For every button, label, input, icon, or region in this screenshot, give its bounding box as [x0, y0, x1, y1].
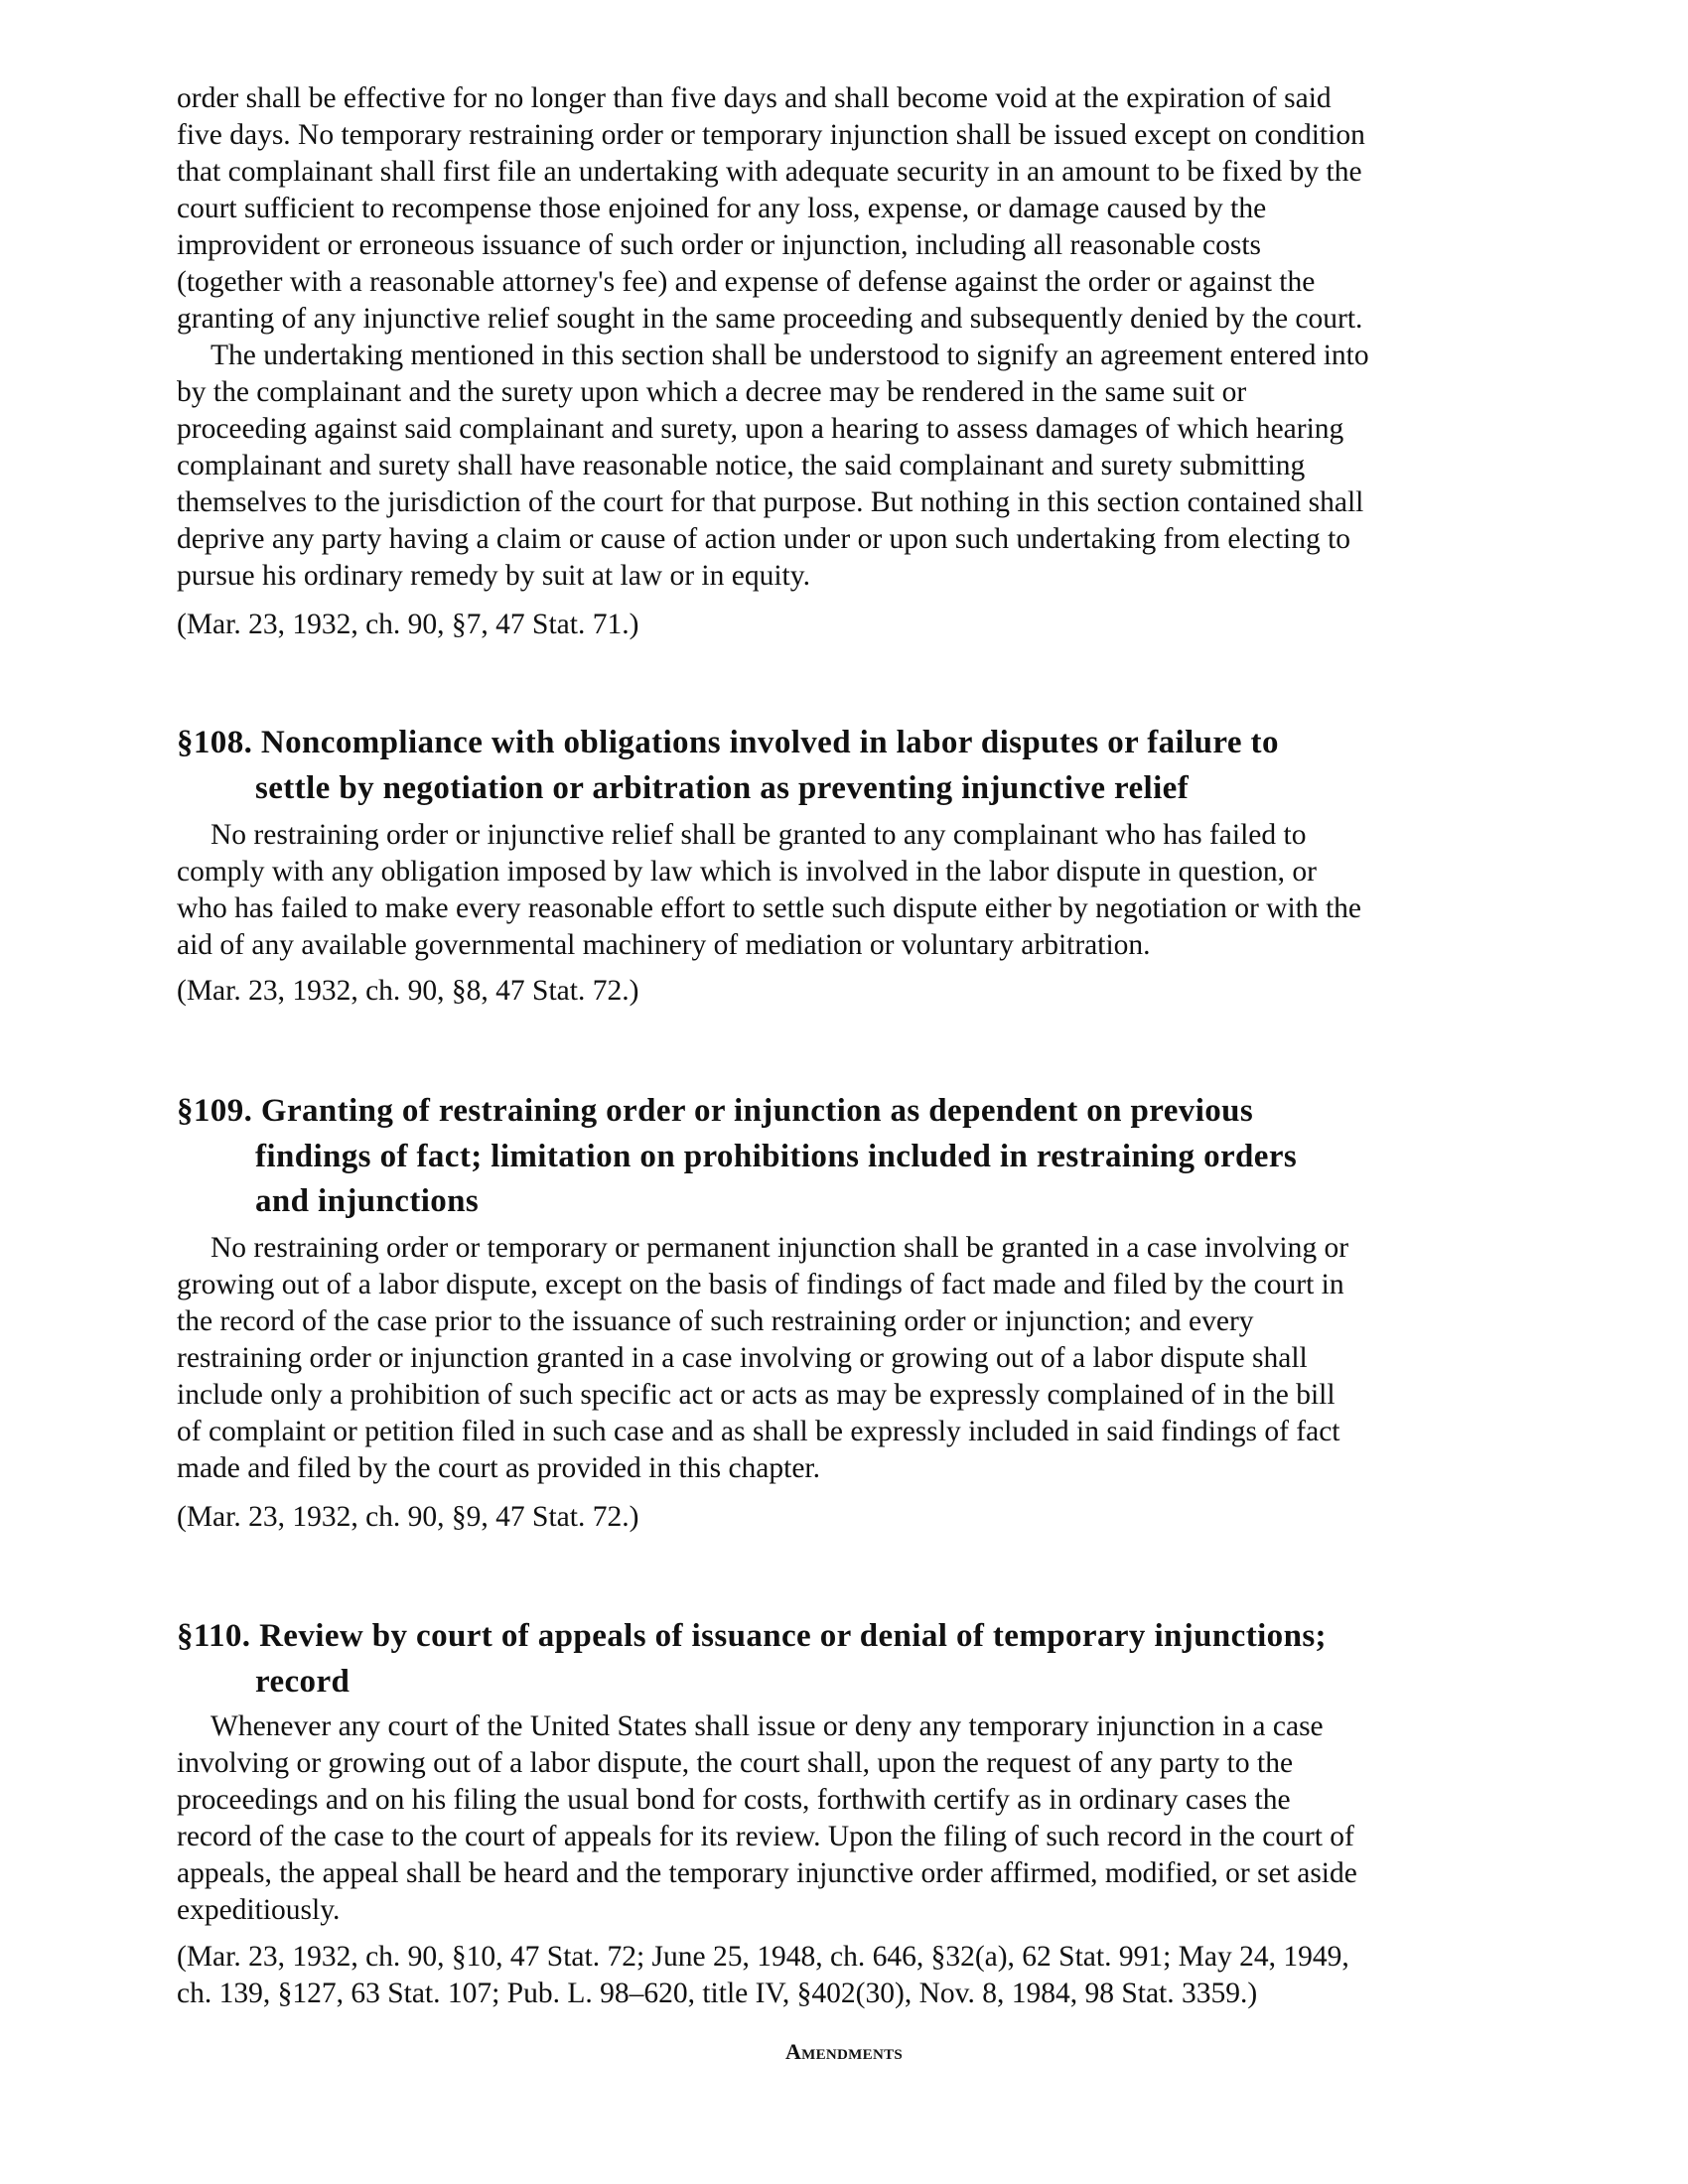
- section-heading: [177, 1614, 1539, 1705]
- text-line: deprive any party having a claim or cause of action under or upon such undertaking from electing to: [177, 523, 1351, 555]
- text-line: No restraining order or temporary or permanent injunction shall be granted in a case involving or: [211, 1232, 1349, 1264]
- text-line: expeditiously.: [177, 1894, 341, 1926]
- amendments-heading: Amendments: [784, 2039, 904, 2064]
- text-line: proceeding against said complainant and surety, upon a hearing to assess damages of which hearing: [177, 413, 1344, 445]
- text-line: of complaint or petition filed in such case and as shall be expressly included in said findings of fact: [177, 1416, 1340, 1447]
- paragraph: [177, 817, 1539, 964]
- text-line: §110. Review by court of appeals of issuance or denial of temporary injunctions;: [177, 1618, 1327, 1654]
- text-line: (Mar. 23, 1932, ch. 90, §7, 47 Stat. 71.): [177, 609, 639, 640]
- paragraph: [177, 1708, 1539, 1929]
- source-citation: [177, 607, 1539, 643]
- text-line: themselves to the jurisdiction of the court for that purpose. But nothing in this section contained shall: [177, 486, 1364, 518]
- text-line: appeals, the appeal shall be heard and the temporary injunctive order affirmed, modified, or set aside: [177, 1857, 1357, 1889]
- text-line: (Mar. 23, 1932, ch. 90, §10, 47 Stat. 72; June 25, 1948, ch. 646, §32(a), 62 Stat. 991; May 24, 1949,: [177, 1941, 1349, 1973]
- text-line: the record of the case prior to the issuance of such restraining order or injunction; and every: [177, 1305, 1254, 1337]
- text-line: growing out of a labor dispute, except on the basis of findings of fact made and filed by the court in: [177, 1269, 1344, 1300]
- text-line: order shall be effective for no longer than five days and shall become void at the expiration of said: [177, 82, 1332, 114]
- text-line: §109. Granting of restraining order or injunction as dependent on previous: [177, 1093, 1254, 1129]
- text-line: record of the case to the court of appeals for its review. Upon the filing of such record in the court of: [177, 1821, 1354, 1852]
- text-line: comply with any obligation imposed by law which is involved in the labor dispute in question, or: [177, 856, 1317, 887]
- text-line: made and filed by the court as provided in this chapter.: [177, 1452, 820, 1484]
- text-line: (Mar. 23, 1932, ch. 90, §9, 47 Stat. 72.): [177, 1501, 639, 1533]
- source-citation: [177, 1499, 1539, 1536]
- text-line: who has failed to make every reasonable effort to settle such dispute either by negotiation or with the: [177, 892, 1362, 924]
- paragraph: [177, 80, 1539, 338]
- text-line: include only a prohibition of such specific act or acts as may be expressly complained of in the bill: [177, 1379, 1336, 1411]
- section-heading: [177, 1089, 1539, 1225]
- text-line: granting of any injunctive relief sought in the same proceeding and subsequently denied by the court.: [177, 303, 1363, 335]
- text-line: complainant and surety shall have reasonable notice, the said complainant and surety submitting: [177, 450, 1306, 481]
- text-line: that complainant shall first file an undertaking with adequate security in an amount to be fixed by the: [177, 156, 1362, 188]
- text-line: settle by negotiation or arbitration as preventing injunctive relief: [255, 769, 1190, 806]
- text-line: (together with a reasonable attorney's fee) and expense of defense against the order or against the: [177, 266, 1316, 298]
- text-line: (Mar. 23, 1932, ch. 90, §8, 47 Stat. 72.): [177, 975, 639, 1007]
- text-line: improvident or erroneous issuance of such order or injunction, including all reasonable costs: [177, 229, 1262, 261]
- text-line: No restraining order or injunctive relief shall be granted to any complainant who has failed to: [211, 819, 1307, 851]
- text-line: five days. No temporary restraining order or temporary injunction shall be issued except on condition: [177, 119, 1365, 151]
- text-line: aid of any available governmental machinery of mediation or voluntary arbitration.: [177, 929, 1151, 961]
- text-line: pursue his ordinary remedy by suit at law or in equity.: [177, 560, 810, 592]
- text-line: The undertaking mentioned in this section shall be understood to signify an agreement entered into: [211, 340, 1369, 371]
- text-line: findings of fact; limitation on prohibitions included in restraining orders: [255, 1138, 1298, 1174]
- text-line: ch. 139, §127, 63 Stat. 107; Pub. L. 98–620, title IV, §402(30), Nov. 8, 1984, 98 Stat. 3359.): [177, 1978, 1258, 2009]
- text-line: record: [255, 1663, 351, 1700]
- text-line: by the complainant and the surety upon which a decree may be rendered in the same suit or: [177, 376, 1247, 408]
- paragraph: [177, 1230, 1539, 1487]
- section-heading: [177, 721, 1539, 811]
- text-line: court sufficient to recompense those enjoined for any loss, expense, or damage caused by the: [177, 193, 1267, 224]
- source-citation: [177, 1939, 1539, 2012]
- text-line: involving or growing out of a labor dispute, the court shall, upon the request of any party to the: [177, 1747, 1294, 1779]
- text-line: restraining order or injunction granted in a case involving or growing out of a labor dispute shall: [177, 1342, 1308, 1374]
- text-line: proceedings and on his filing the usual bond for costs, forthwith certify as in ordinary cases the: [177, 1784, 1291, 1816]
- text-line: §108. Noncompliance with obligations involved in labor disputes or failure to: [177, 725, 1279, 760]
- paragraph: [177, 338, 1539, 595]
- source-citation: [177, 973, 1539, 1010]
- text-line: and injunctions: [255, 1183, 480, 1219]
- text-line: Whenever any court of the United States shall issue or deny any temporary injunction in a case: [211, 1710, 1324, 1742]
